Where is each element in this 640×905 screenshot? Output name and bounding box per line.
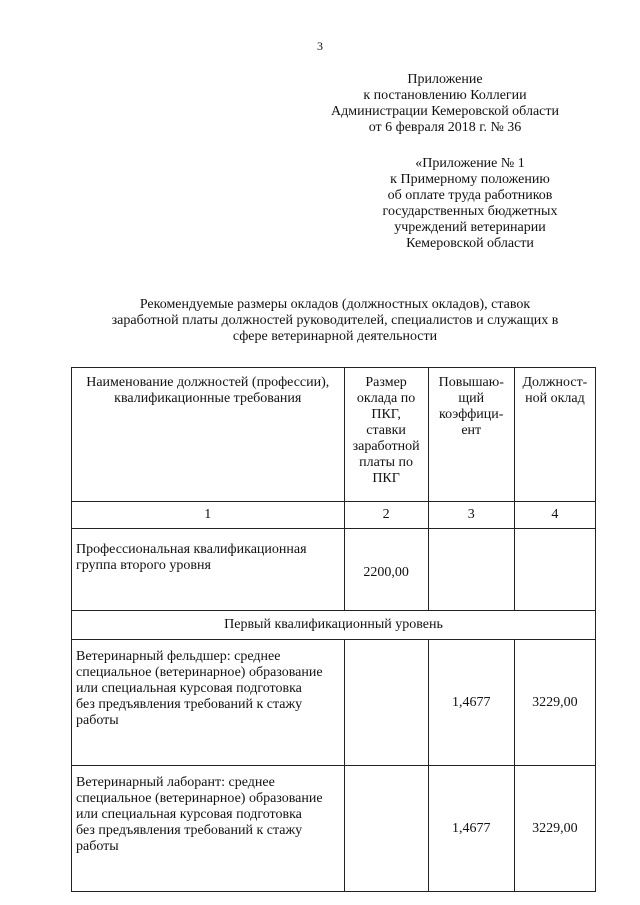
header-line: Должност- — [522, 375, 588, 390]
header-line: Наименование должностей (профессии), — [86, 375, 330, 390]
position-name — [72, 640, 345, 766]
group-name-line: Профессиональная квалификационная — [76, 542, 307, 557]
header-base-salary — [344, 368, 428, 502]
appendix-one-line: государственных бюджетных — [382, 204, 558, 219]
table-row — [72, 640, 596, 766]
page-number: 3 — [317, 39, 323, 53]
position-line: работы — [76, 839, 119, 854]
header-line: ной оклад — [525, 391, 585, 406]
header-line: ент — [461, 423, 482, 438]
qualification-group-row — [72, 529, 596, 611]
position-salary: 3229,00 — [514, 766, 595, 892]
header-line: платы по — [359, 455, 414, 470]
header-line: заработной — [352, 439, 420, 454]
position-coefficient: 1,4677 — [428, 640, 514, 766]
header-line: Размер — [365, 375, 407, 390]
header-line: щий — [458, 391, 485, 406]
position-line: или специальная курсовая подготовка — [76, 681, 302, 696]
title-line: сфере ветеринарной деятельности — [232, 329, 438, 344]
appendix-one-line: «Приложение № 1 — [415, 156, 525, 171]
qualification-level-row — [72, 611, 596, 640]
document-title — [70, 297, 600, 345]
column-number: 4 — [514, 502, 595, 529]
header-line: ПКГ — [372, 471, 400, 486]
column-number: 3 — [428, 502, 514, 529]
header-line: Повышаю- — [438, 375, 504, 390]
position-line: Ветеринарный лаборант: среднее — [76, 775, 275, 790]
position-line: Ветеринарный фельдшер: среднее — [76, 649, 281, 664]
header-line: ПКГ, — [371, 407, 401, 422]
appendix-one-line: учреждений ветеринарии — [394, 220, 546, 235]
salary-table — [71, 367, 596, 892]
table-row — [72, 766, 596, 892]
appendix-header — [320, 72, 570, 136]
empty-cell — [428, 529, 514, 611]
header-coefficient — [428, 368, 514, 502]
column-number-row — [72, 502, 596, 529]
header-line: квалификационные требования — [114, 391, 302, 406]
appendix-header-line: от 6 февраля 2018 г. № 36 — [368, 120, 522, 135]
position-name — [72, 766, 345, 892]
group-base-salary: 2200,00 — [344, 529, 428, 611]
header-position-name — [72, 368, 345, 502]
appendix-one-line: об оплате труда работников — [387, 188, 553, 203]
position-coefficient: 1,4677 — [428, 766, 514, 892]
column-number: 2 — [344, 502, 428, 529]
header-line: коэффици- — [439, 407, 504, 422]
appendix-one-line: Кемеровской области — [406, 236, 534, 251]
position-line: или специальная курсовая подготовка — [76, 807, 302, 822]
appendix-header-line: Приложение — [407, 72, 483, 87]
header-salary — [514, 368, 595, 502]
appendix-one-header — [345, 156, 595, 252]
header-line: оклада по — [356, 391, 416, 406]
title-line: Рекомендуемые размеры окладов (должностных окладов), ставок — [139, 297, 531, 312]
empty-cell — [344, 640, 428, 766]
qualification-level-title: Первый квалификационный уровень — [72, 611, 596, 640]
appendix-header-line: Администрации Кемеровской области — [331, 104, 559, 119]
appendix-one-line: к Примерному положению — [390, 172, 550, 187]
group-name-line: группа второго уровня — [76, 558, 211, 573]
position-line: специальное (ветеринарное) образование — [76, 791, 323, 806]
position-line: без предъявления требований к стажу — [76, 823, 303, 838]
empty-cell — [514, 529, 595, 611]
table-header-row — [72, 368, 596, 502]
position-line: без предъявления требований к стажу — [76, 697, 303, 712]
column-number: 1 — [72, 502, 345, 529]
position-line: работы — [76, 713, 119, 728]
position-salary: 3229,00 — [514, 640, 595, 766]
empty-cell — [344, 766, 428, 892]
appendix-header-line: к постановлению Коллегии — [363, 88, 527, 103]
title-line: заработной платы должностей руководителей, специалистов и служащих в — [111, 313, 559, 328]
position-line: специальное (ветеринарное) образование — [76, 665, 323, 680]
group-name — [72, 529, 345, 611]
header-line: ставки — [366, 423, 406, 438]
